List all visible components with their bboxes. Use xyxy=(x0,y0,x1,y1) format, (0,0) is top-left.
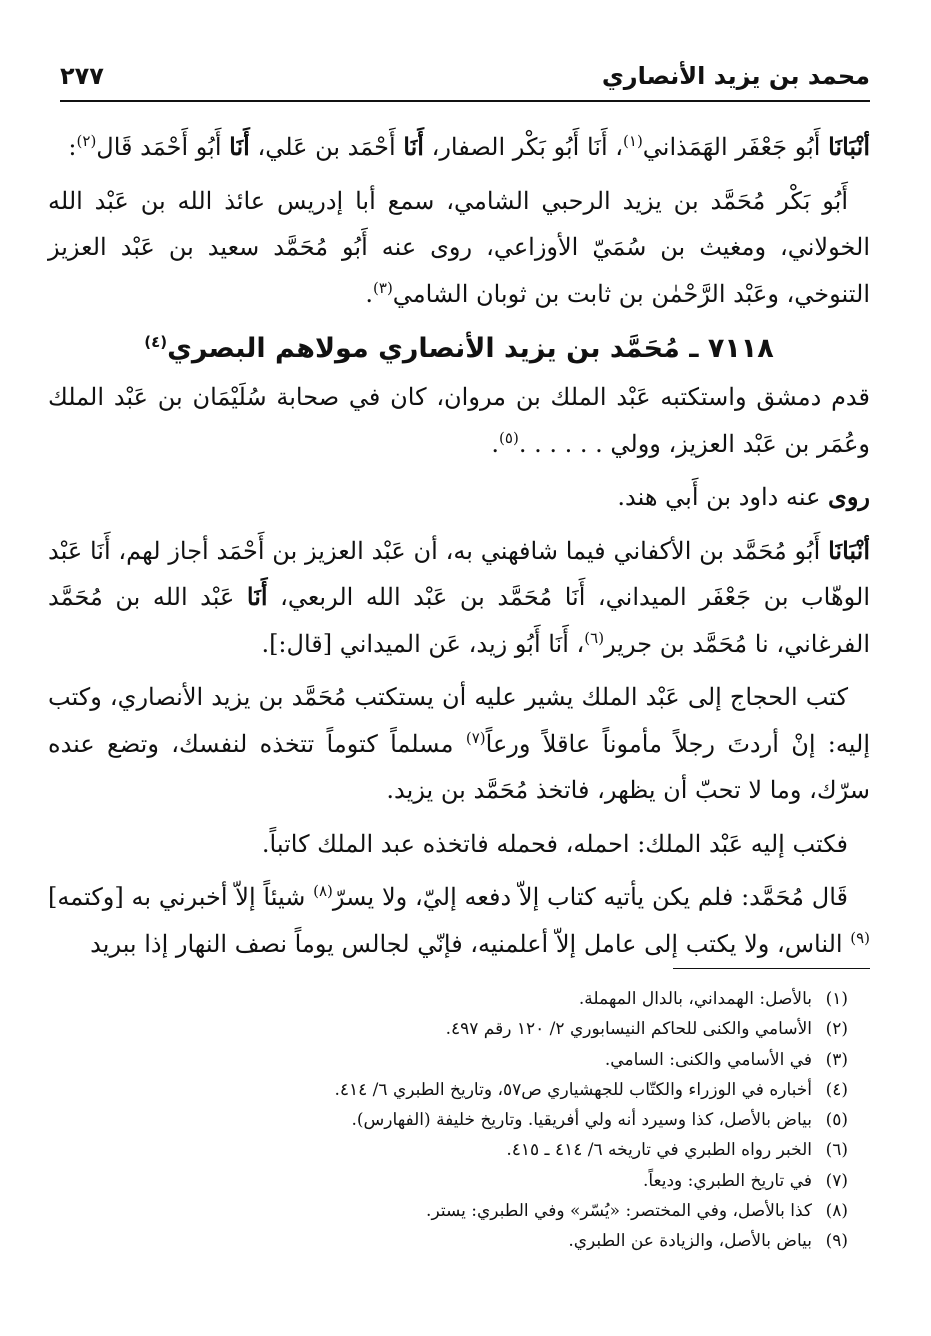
footnote-item xyxy=(48,1196,848,1226)
footnotes xyxy=(48,984,848,1257)
footnote-ref-7: (٧) xyxy=(465,728,486,747)
footnote-number: (٦) xyxy=(825,1140,848,1161)
paragraph-biography-rahabi: أَبُو بَكْر مُحَمَّد بن يزيد الرحبي الشامي، سمع أبا إدريس عائذ الله بن عَبْد الله الخولاني، ومغيث بن سُمَيّ الأوزاعي، روى عنه أَبُو مُحَمَّد سعيد بن عَبْد العزيز التنوخي، وعَبْد الرَّحْمٰن بن ثابت بن ثوبان الشامي$^{(٣)}$. xyxy=(48,186,870,308)
footnote-number: (٤) xyxy=(825,1079,848,1100)
footnote-separator xyxy=(673,968,870,969)
footnote-number: (٣) xyxy=(825,1049,848,1070)
entry-title: ٧١١٨ ـ مُحَمَّد بن يزيد الأنصاري مولاهم البصري$^{(٤)}$ xyxy=(144,333,774,364)
footnote-item xyxy=(48,1166,848,1196)
footnote-text: في تاريخ الطبري: وديعاً. xyxy=(642,1170,812,1191)
paragraph-isnad-1: أنْبَانَا أَبُو جَعْفَر الهَمَذاني$^{(١)}$، أَنَا أَبُو بَكْر الصفار، أَنَا أَحْمَد بن عَلي، أَنَا أَبُو أَحْمَد قَال$^{(٢)}$: xyxy=(68,132,870,161)
footnote-text: كذا بالأصل، وفي المختصر: «يُسّر» وفي الطبري: يستر. xyxy=(426,1201,812,1222)
footnote-text: بالأصل: الهمداني، بالدال المهملة. xyxy=(578,989,812,1009)
main-text xyxy=(48,124,870,974)
footnote-ref-6: (٦) xyxy=(584,628,605,647)
footnote-ref-1: (١) xyxy=(623,132,643,150)
anbana-keyword: أنْبَانَا xyxy=(828,132,870,161)
footnote-item xyxy=(48,1075,848,1105)
footnote-text: بياض بالأصل، والزيادة عن الطبري. xyxy=(568,1231,812,1252)
page-header xyxy=(60,60,870,102)
footnote-item xyxy=(48,1045,848,1075)
footnote-number: (١) xyxy=(825,989,848,1009)
footnote-item xyxy=(48,984,848,1014)
footnote-text: أخباره في الوزراء والكتّاب للجهشياري ص٥٧، وتاريخ الطبري ٦/ ٤١٤. xyxy=(334,1079,812,1100)
paragraph-abd-al-malik-reply: فكتب إليه عَبْد الملك: احمله، فحمله فاتخذه عبد الملك كاتباً. xyxy=(261,829,848,858)
footnote-text: الخبر رواه الطبري في تاريخه ٦/ ٤١٤ ـ ٤١٥. xyxy=(506,1140,812,1161)
paragraph-entry-intro: قدم دمشق واستكتبه عَبْد الملك بن مروان، كان في صحابة سُلَيْمَان بن عَبْد الملك وعُمَر بن عَبْد العزيز، وولي . . . . . .$^{(٥)}$. xyxy=(48,383,870,458)
paragraph-isnad-2: أنْبَانَا أَبُو مُحَمَّد بن الأكفاني فيما شافهني به، أن عَبْد العزيز بن أَحْمَد أجاز لهم، أَنَا عَبْد الوهّاب بن جَعْفَر الميداني، أَنَا مُحَمَّد بن عَبْد الله الربعي، أَنَا عَبْد الله بن مُحَمَّد الفرغاني، نا مُحَمَّد بن جرير$^{(٦)}$، أَنَا أَبُو زيد، عَن الميداني [قال:]. xyxy=(48,535,870,658)
footnote-item xyxy=(48,1135,848,1165)
footnote-ref-4: (٤) xyxy=(144,333,168,351)
footnote-text: الأسامي والكنى للحاكم النيسابوري ٢/ ١٢٠ رقم ٤٩٧. xyxy=(445,1019,812,1040)
footnote-number: (٩) xyxy=(825,1231,848,1252)
footnote-ref-5: (٥) xyxy=(499,428,519,447)
paragraph-muhammad-narration: قَال مُحَمَّد: فلم يكن يأتيه كتاب إلاّ دفعه إليّ، ولا يسرّ$^{(٨)}$ شيئاً إلاّ أخبرني به [وكتمه]$^{(٩)}$ الناس، ولا يكتب إلى عامل إلاّ أعلمنيه، فإنّي لجالس يوماً نصف النهار إذا ببريد xyxy=(48,882,870,958)
paragraph-hajjaj-letter: كتب الحجاج إلى عَبْد الملك يشير عليه أن يستكتب مُحَمَّد بن يزيد الأنصاري، وكتب إليه: إنْ أردتَ رجلاً مأموناً عاقلاً ورعاً$^{(٧)}$ مسلماً كتوماً تتخذه لنفسك، وتضع عنده سرّك، وما لا تحبّ أن يظهر، فاتخذ مُحَمَّد بن يزيد. xyxy=(48,683,870,804)
footnote-ref-2: (٢) xyxy=(76,132,97,150)
paragraph-narrators: روى عنه داود بن أَبي هند. xyxy=(617,482,870,511)
footnote-item xyxy=(48,1226,848,1256)
footnote-item xyxy=(48,1105,848,1135)
footnote-number: (٨) xyxy=(825,1201,848,1222)
footnote-item xyxy=(48,1014,848,1044)
footnote-text: في الأسامي والكنى: السامي. xyxy=(604,1049,812,1070)
footnote-ref-8: (٨) xyxy=(313,882,333,900)
footnote-ref-3: (٣) xyxy=(373,278,393,297)
footnote-ref-9: (٩) xyxy=(850,928,870,947)
footnote-number: (٢) xyxy=(825,1019,848,1040)
running-title: محمد بن يزيد الأنصاري xyxy=(601,62,870,90)
anbana-keyword: أنْبَانَا xyxy=(828,535,870,565)
footnote-number: (٧) xyxy=(825,1170,848,1191)
rawa-keyword: روى xyxy=(828,482,870,511)
page-number: ٢٧٧ xyxy=(60,62,104,90)
footnote-text: بياض بالأصل، كذا وسيرد أنه ولي أفريقيا. وتاريخ خليفة (الفهارس). xyxy=(351,1110,812,1131)
footnote-number: (٥) xyxy=(825,1110,848,1131)
